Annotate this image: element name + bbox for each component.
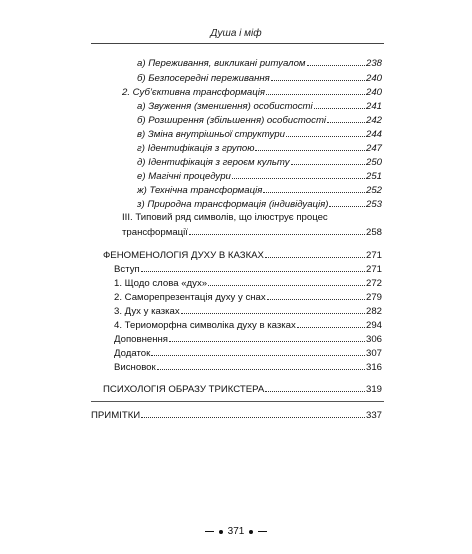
toc-entry-page: 240 [365,73,382,84]
toc-entry-page: 244 [365,129,382,140]
toc-entry-page: 316 [365,362,382,373]
toc-entry-title-line1[interactable]: III. Типовий ряд символів, що ілюструє процес [122,212,328,223]
toc-entry-page: 238 [365,58,382,69]
section-divider [91,401,384,402]
toc-entry-page: 279 [365,292,382,303]
folio-dot-right [249,530,253,534]
toc-entry-title: г) Ідентифікація з групою [137,143,255,154]
toc-section-title: ПРИМІТКИ [91,410,141,421]
toc-entry[interactable] [114,347,382,359]
folio-dot-left [219,530,223,534]
toc-entry-title: 1. Щодо слова «дух» [114,278,208,289]
toc-entry-page: 251 [365,171,382,182]
toc-leader-dots [169,333,365,342]
toc-entry-page: 241 [365,101,382,112]
toc-entry[interactable] [114,333,382,345]
toc-section[interactable] [103,383,382,395]
toc-entry-page: 253 [365,199,382,210]
toc-entry-title: Висновок [114,362,156,373]
page-number [0,526,472,537]
toc-entry-title: ж) Технічна трансформація [137,185,263,196]
toc-entry-title: трансформації [122,227,188,238]
toc-leader-dots [263,184,365,193]
toc-entry[interactable] [114,305,382,317]
toc-entry[interactable] [137,72,382,84]
toc-entry-title: 4. Териоморфна символіка духу в казках [114,320,296,331]
toc-leader-dots [141,263,365,272]
toc-leader-dots [291,156,365,165]
toc-entry-page: 319 [365,384,382,395]
toc-leader-dots [286,128,365,137]
toc-leader-dots [255,142,365,151]
toc-section-title: ПСИХОЛОГІЯ ОБРАЗУ ТРИКСТЕРА [103,384,265,395]
toc-leader-dots [307,57,365,66]
toc-entry-page: 252 [365,185,382,196]
toc-leader-dots [265,249,365,258]
page-number-text: 371 [227,526,245,537]
toc-entry[interactable] [137,170,382,182]
toc-leader-dots [267,291,365,300]
toc-section-title: ФЕНОМЕНОЛОГІЯ ДУХУ В КАЗКАХ [103,250,264,261]
toc-leader-dots [141,409,365,418]
toc-leader-dots [232,170,365,179]
toc-entry-page: 271 [365,250,382,261]
folio-dash-left [205,531,214,532]
toc-entry-title: Додаток [114,348,151,359]
toc-leader-dots [327,114,365,123]
toc-entry-page: 258 [365,227,382,238]
toc-entry[interactable] [137,114,382,126]
toc-entry[interactable] [137,100,382,112]
toc-entry-page: 242 [365,115,382,126]
toc-entry-title: б) Безпосередні переживання [137,73,270,84]
toc-entry[interactable] [122,86,382,98]
toc-entry-page: 250 [365,157,382,168]
toc-entry[interactable] [137,198,382,210]
toc-entry-title: б) Розширення (збільшення) особистості [137,115,327,126]
toc-entry[interactable] [114,291,382,303]
toc-entry[interactable] [137,156,382,168]
running-head: Душа і міф [210,28,262,39]
toc-entry-title: з) Природна трансформація (індивідуація) [137,199,329,210]
toc-entry-title: 3. Дух у казках [114,306,180,317]
toc-leader-dots [181,305,365,314]
toc-leader-dots [314,100,365,109]
toc-entry-page: 337 [365,410,382,421]
toc-entry-page: 271 [365,264,382,275]
toc-entry[interactable] [114,263,382,275]
toc-leader-dots [297,319,365,328]
toc-entry-page: 282 [365,306,382,317]
toc-section[interactable] [103,249,382,261]
toc-leader-dots [271,72,365,81]
toc-leader-dots [189,226,365,235]
toc-leader-dots [157,361,365,370]
toc-leader-dots [266,86,365,95]
toc-entry-page: 307 [365,348,382,359]
toc-entry-title: а) Звуження (зменшення) особистості [137,101,313,112]
folio-dash-right [258,531,267,532]
toc-entry[interactable] [122,226,382,238]
toc-entry-page: 247 [365,143,382,154]
toc-entry-title: д) Ідентифікація з героєм культу [137,157,290,168]
toc-entry-title: а) Переживання, викликані ритуалом [137,58,306,69]
toc-entry-title: 2. Саморепрезентація духу у снах [114,292,266,303]
toc-entry-title: Доповнення [114,334,168,345]
toc-section[interactable] [91,409,382,421]
toc-entry-title: 2. Суб’єктивна трансформація [122,87,266,98]
toc-entry-title: в) Зміна внутрішньої структури [137,129,285,140]
toc-entry-page: 294 [365,320,382,331]
toc-leader-dots [208,277,365,286]
toc-leader-dots [265,383,365,392]
toc-entry[interactable] [114,277,382,289]
toc-entry-page: 272 [365,278,382,289]
toc-leader-dots [151,347,365,356]
toc-entry[interactable] [114,361,382,373]
toc-entry-title: е) Магічні процедури [137,171,231,182]
toc-entry[interactable] [137,184,382,196]
toc-leader-dots [329,198,365,207]
toc-entry[interactable] [137,57,382,69]
toc-entry-page: 306 [365,334,382,345]
toc-entry[interactable] [137,142,382,154]
toc-entry-page: 240 [365,87,382,98]
toc-entry-title: Вступ [114,264,140,275]
toc-entry[interactable] [137,128,382,140]
toc-entry[interactable] [114,319,382,331]
